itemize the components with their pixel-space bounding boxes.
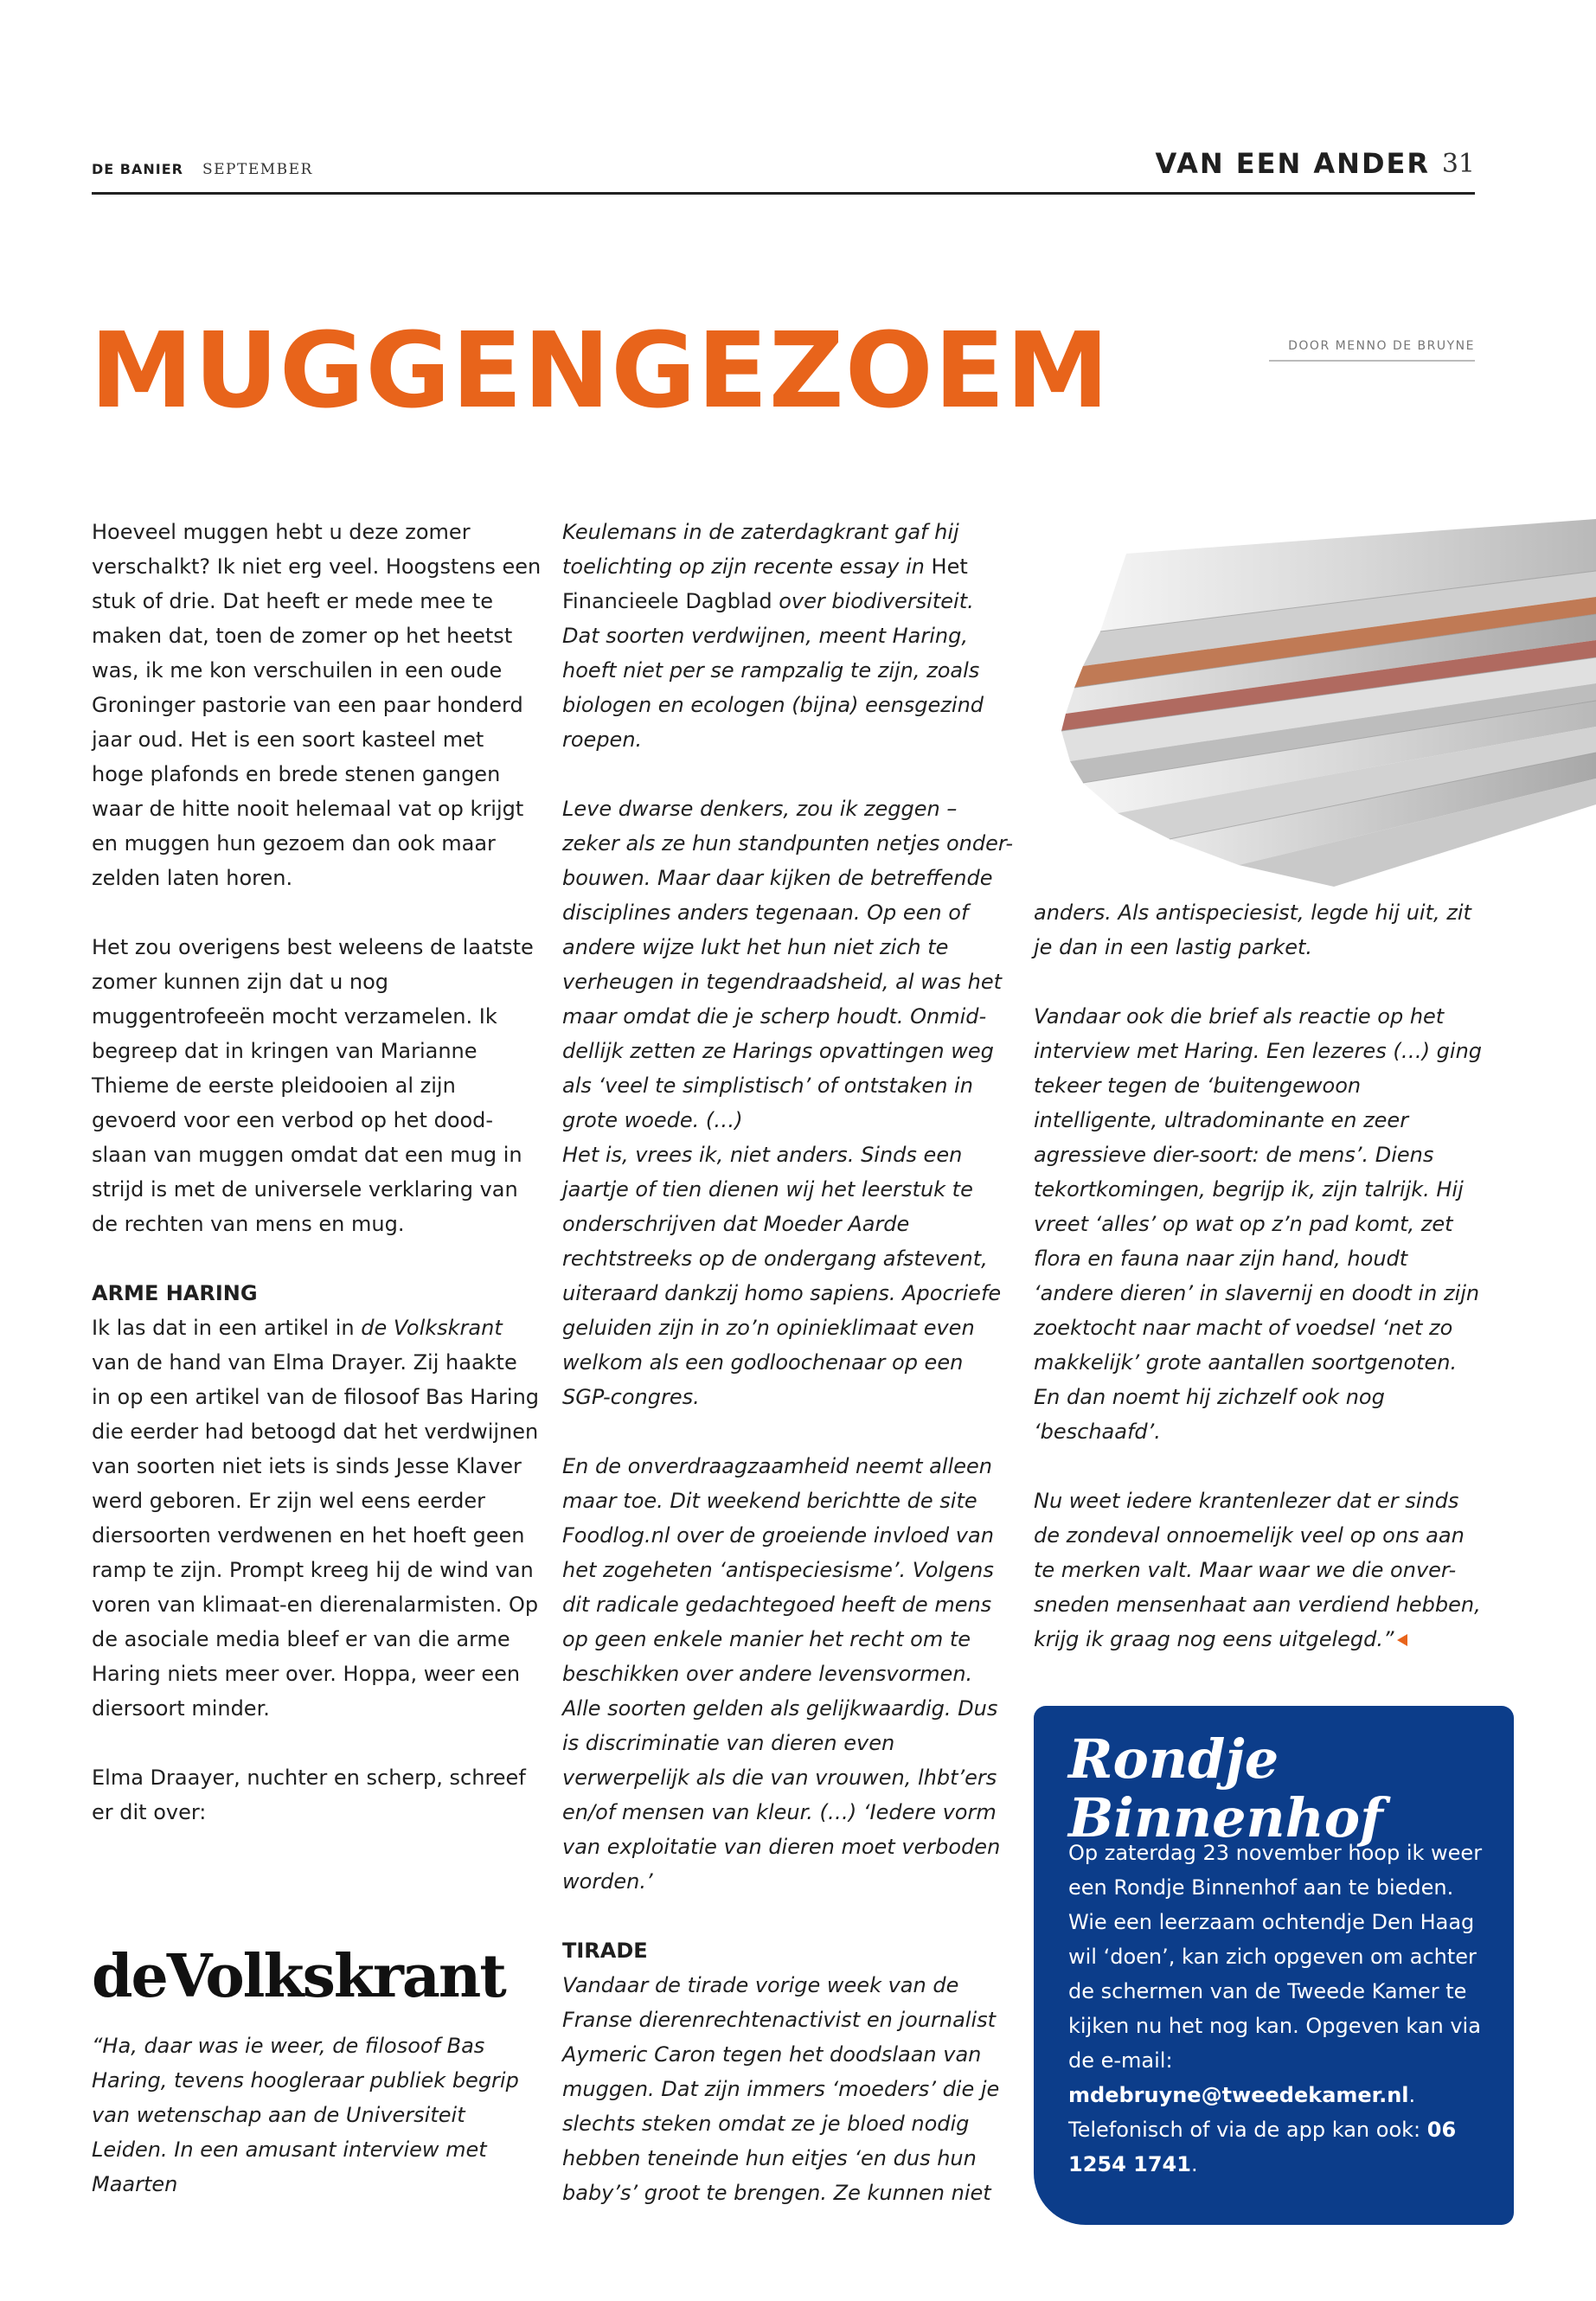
subheading-tirade: TIRADE xyxy=(562,1939,648,1963)
issue-month: SEPTEMBER xyxy=(202,161,313,178)
paragraph: Leve dwarse denkers, zou ik zeggen – zeker als ze hun standpunten netjes onder-bouwen. Maar daar kijken de betreffende disciplines anders tegenaan. Op een of andere wijze lukt het hun niet zich te verheugen in tegendraadsheid, al was het maar omdat die je scherp houdt. Onmid-dellijk zetten ze Harings opvattingen weg als ‘veel te simplistisch’ of ontstaken in grote woede. (…) xyxy=(562,797,1014,1132)
end-mark-icon xyxy=(1397,1634,1407,1646)
text-run-italic: over biodiversiteit. Dat soorten verdwijnen, meent Haring, hoeft niet per se rampzalig te zijn, zoals biologen en ecologen (bijna) eensgezind roepen. xyxy=(562,589,984,752)
article-column-1-quote xyxy=(92,2029,542,2202)
page-header xyxy=(92,147,1475,195)
email-link[interactable]: mdebruyne@tweedekamer.nl xyxy=(1068,2083,1409,2107)
paragraph: Hoeveel muggen hebt u deze zomer verschalkt? Ik niet erg veel. Hoogstens een stuk of drie. Dat heeft er mede mee te maken dat, toen de zomer op het heetst was, ik me kon verschuilen in een oude Groninger pastorie van een paar honderd jaar oud. Het is een soort kasteel met hoge plafonds en brede stenen gangen waar de hitte nooit helemaal vat op krijgt en muggen hun gezoem dan ook maar zelden laten horen. xyxy=(92,520,542,890)
section-title: VAN EEN ANDER xyxy=(1155,147,1430,180)
text-run: Ik las dat in een artikel in xyxy=(92,1316,362,1340)
paragraph xyxy=(562,515,1016,757)
paragraph: Vandaar ook die brief als reactie op het interview met Haring. Een lezeres (…) ging tekeer tegen de ‘buitengewoon intelligente, ultradominante en zeer agressieve dier-soort: de mens’. Diens tekortkomingen, begrijp ik, zijn talrijk. Hij vreet ‘alles’ op wat op z’n pad komt, zet flora en fauna naar zijn hand, houdt ‘andere dieren’ in slavernij en doodt in zijn zoektocht naar macht of voedsel ‘net zo makkelijk’ grote aantallen soortgenoten. En dan noemt hij zichzelf ook nog ‘beschaafd’. xyxy=(1034,1004,1483,1444)
paragraph: Het is, vrees ik, niet anders. Sinds een jaartje of tien dienen wij het leerstuk te onderschrijven dat Moeder Aarde rechtstreeks op de ondergang afstevent, uiteraard dankzij homo sapiens. Apocriefe geluiden zijn in zo’n opinieklimaat even welkom als een godloochenaar op een SGP-congres. xyxy=(562,1143,1002,1409)
text-run: . xyxy=(1190,2152,1198,2176)
newspaper-stack-image xyxy=(1048,502,1596,891)
paragraph: anders. Als antispeciesist, legde hij uit, zit je dan in een lastig parket. xyxy=(1034,901,1471,959)
paragraph xyxy=(92,1311,542,1726)
box-title: Rondje Binnenhof xyxy=(1068,1727,1383,1850)
paragraph: Vandaar de tirade vorige week van de Franse dierenrechtenactivist en journalist Aymeric Caron tegen het doodslaan van muggen. Dat zijn immers ‘moeders’ die je slechts steken omdat ze je bloed nodig hebben teneinde hun eitjes ‘en dus hun baby’s’ groot te brengen. Ze kunnen niet xyxy=(562,1973,1000,2205)
paragraph: Het zou overigens best weleens de laatste zomer kunnen zijn dat u nog muggentrofeeën mocht verzamelen. Ik begreep dat in kringen van Marianne Thieme de eerste pleidooien al zijn gevoerd voor een verbod op het dood-slaan van muggen omdat dat een mug in strijd is met de universele verklaring van de rechten van mens en mug. xyxy=(92,935,534,1236)
text-run: Op zaterdag 23 november hoop ik weer een Rondje Binnenhof aan te bieden. Wie een leerzaam ochtendje Den Haag wil ‘doen’, kan zich opgeven om achter de schermen van de Tweede Kamer te kijken nu het nog kan. Opgeven kan via de e-mail: xyxy=(1068,1841,1483,2073)
text-run-italic: de Volkskrant xyxy=(361,1316,503,1340)
page-number: 31 xyxy=(1441,149,1475,179)
text-run-italic: Keulemans in de zaterdagkrant gaf hij toelichting op zijn recente essay in xyxy=(562,520,959,579)
quote-paragraph: “Ha, daar was ie weer, de filosoof Bas Haring, tevens hoogleraar publiek begrip van wetenschap aan de Universiteit Leiden. In een amusant interview met Maarten xyxy=(92,2034,519,2196)
text-run-italic: Nu weet iedere krantenlezer dat er sinds de zondeval onnoemelijk veel op ons aan te merken valt. Maar waar we die onver-sneden mensenhaat aan verdiend hebben, krijg ik graag nog eens uitgelegd.” xyxy=(1034,1489,1481,1651)
text-run: van de hand van Elma Drayer. Zij haakte in op een artikel van de filosoof Bas Haring die eerder had betoogd dat het verdwijnen van soorten niet iets is sinds Jesse Klaver werd geboren. Er zijn wel eens eerder diersoorten verdwenen en het hoeft geen ramp te zijn. Prompt kreeg hij de wind van voren van klimaat-en dierenalarmisten. Op de asociale media bleef er van die arme Haring niets meer over. Hoppa, weer een diersoort minder. xyxy=(92,1350,540,1721)
subheading-arme-haring: ARME HARING xyxy=(92,1281,258,1305)
article-column-2 xyxy=(562,515,1016,2210)
paragraph: En de onverdraagzaamheid neemt alleen maar toe. Dit weekend berichtte de site Foodlog.nl over de groeiende invloed van het zogeheten ‘antispeciesisme’. Volgens dit radicale gedachtegoed heeft de mens op geen enkele manier het recht om te beschikken over andere levensvormen. Alle soorten gelden als gelijkwaardig. Dus is discriminatie van dieren even verwerpelijk als die van vrouwen, lhbt’ers en/of mensen van kleur. (…) ‘Iedere vorm van exploitatie van dieren moet verboden worden.’ xyxy=(562,1454,1001,1894)
byline: DOOR MENNO DE BRUYNE xyxy=(1269,339,1475,362)
phone-number[interactable]: 06 1254 1741 xyxy=(1068,2118,1457,2176)
article-column-1 xyxy=(92,515,542,1830)
text-run: Het Financieele Dagblad xyxy=(562,554,968,613)
paragraph: Elma Draayer, nuchter en scherp, schreef er dit over: xyxy=(92,1766,526,1824)
article-column-3 xyxy=(1034,895,1484,1657)
article-title: MUGGENGEZOEM xyxy=(90,311,1111,432)
rondje-binnenhof-box xyxy=(1034,1706,1514,2225)
box-text xyxy=(1068,1836,1492,2182)
paragraph xyxy=(1034,1484,1484,1657)
publication-name: DE BANIER xyxy=(92,161,183,177)
volkskrant-logo: deVolkskrant xyxy=(92,1942,505,2011)
text-run: . Telefonisch of via de app kan ook: xyxy=(1068,2083,1427,2142)
